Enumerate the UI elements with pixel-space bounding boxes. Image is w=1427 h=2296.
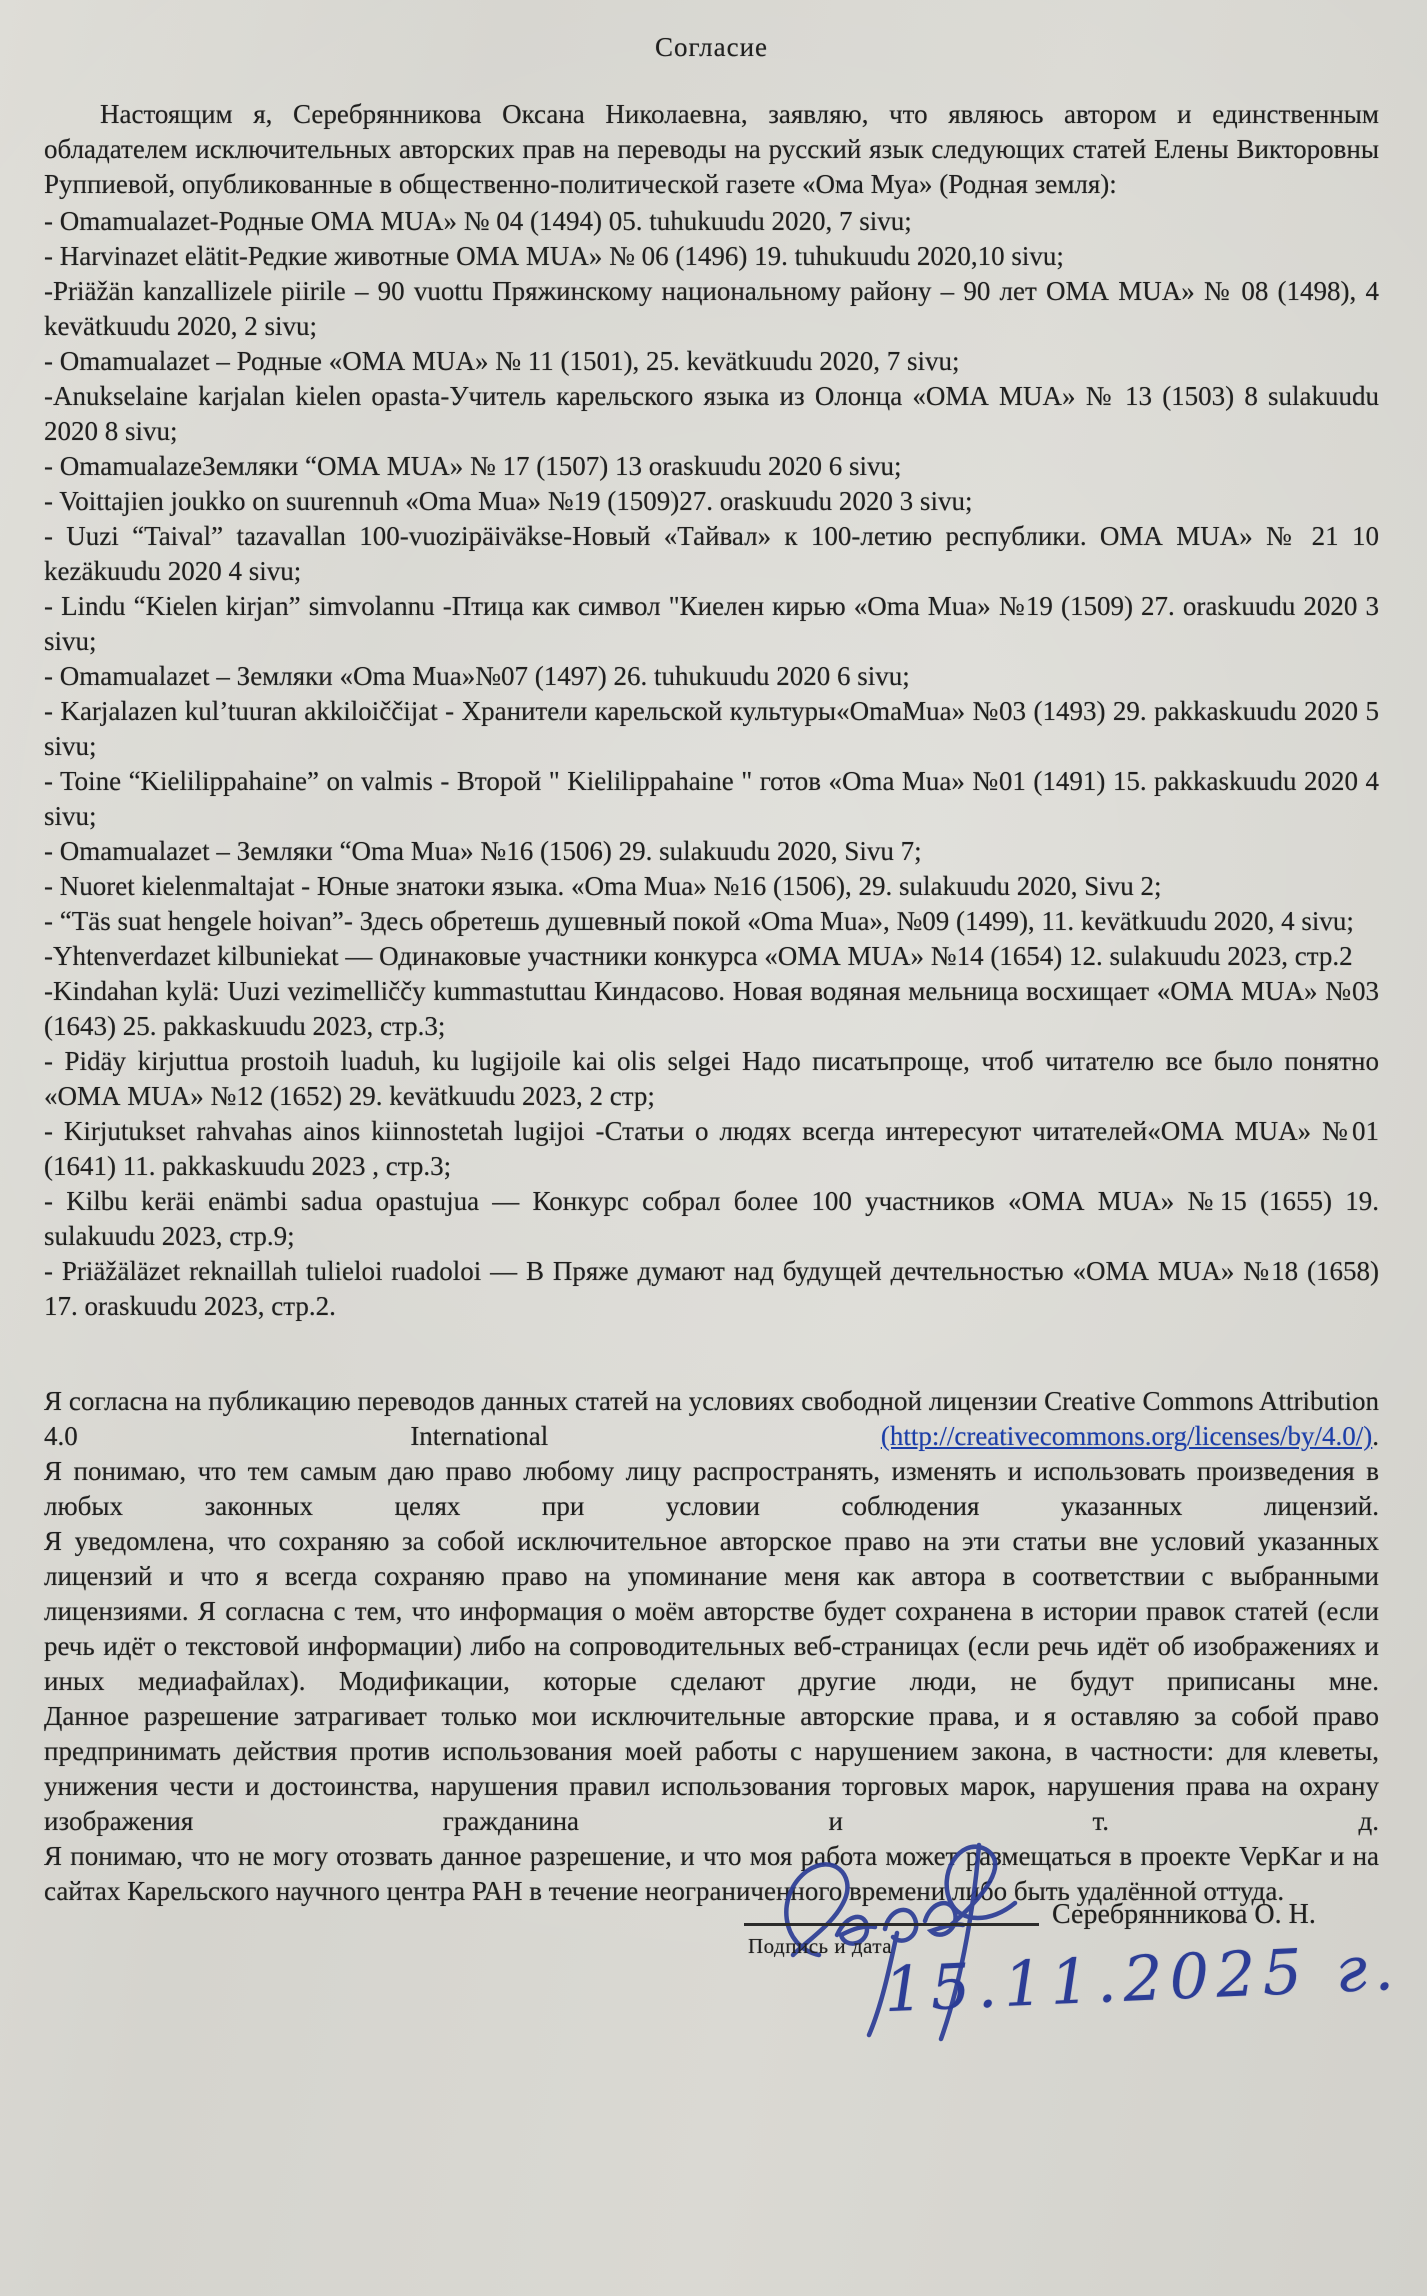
signatory-name: Серебрянникова О. Н. (1052, 1899, 1316, 1930)
article-list-item: - Uuzi “Taival” tazavallan 100-vuozipäiväkse-Новый «Тайвал» к 100-летию республики. ОМА MUA» № 21 10 kezäkuudu 2020 4 sivu; (44, 521, 1379, 586)
article-list-item: - Harvinazet elätit-Редкие животные ОМА MUA» № 06 (1496) 19. tuhukuudu 2020,10 sivu; (44, 241, 1064, 271)
article-list (44, 204, 1379, 1324)
license-paragraph-cc (44, 1384, 1379, 1454)
signature-line (744, 1897, 1039, 1926)
article-list-item: - Omamualazet – Земляки “Oma Mua» №16 (1506) 29. sulakuudu 2020, Sivu 7; (44, 836, 922, 866)
article-list-item: - Kilbu keräi enämbi sadua opastujua — Конкурс собрал более 100 участников «ОМА MUA» №15 (1655) 19. sulakuudu 2023, стр.9; (44, 1186, 1379, 1251)
article-list-item: - Toine “Kielilippahaine” on valmis - Второй " Kielilippahaine " готов «Oma Mua» №01 (1491) 15. pakkaskuudu 2020 4 sivu; (44, 766, 1379, 831)
article-list-item: - Omamualazet – Земляки «Oma Mua»№07 (1497) 26. tuhukuudu 2020 6 sivu; (44, 661, 910, 691)
article-list-item: -Priäžän kanzallizele piirile – 90 vuottu Пряжинскому национальному району – 90 лет ОМА MUA» № 08 (1498), 4 kevätkuudu 2020, 2 sivu; (44, 276, 1379, 341)
handwritten-date: 15.11.2025 г. (882, 1930, 1403, 2027)
license-paragraph-irrevocable: Я понимаю, что не могу отозвать данное разрешение, и что моя работа может размещаться в проекте VepKar и на сайтах Карельского научного центра РАН в течение неограниченного времени либо быть удалённой оттуда. (44, 1841, 1379, 1906)
article-list-item: - Voittajien joukko on suurennuh «Oma Mua» №19 (1509)27. oraskuudu 2020 3 sivu; (44, 486, 973, 516)
license-paragraph-protection: Данное разрешение затрагивает только мои исключительные авторские права, и я оставляю за собой право предпринимать действия против использования моей работы с нарушением закона, в частности: для клеветы, унижения чести и достоинства, нарушения правил использования торговых марок, нарушения права на охрану изображения гражданина и т. д. (44, 1701, 1379, 1836)
article-list-item: - “Täs suat hengele hoivan”- Здесь обретешь душевный покой «Oma Mua», №09 (1499), 11. kevätkuudu 2020, 4 sivu; (44, 906, 1354, 936)
article-list-item: - Nuoret kielenmaltajat - Юные знатоки языка. «Oma Mua» №16 (1506), 29. sulakuudu 2020, Sivu 2; (44, 871, 1162, 901)
document-title: Согласие (654, 32, 769, 62)
license-text-before-link: Я согласна на публикацию переводов данных статей на условиях свободной лицензии Creative Commons Attribution 4.0 International (44, 1386, 1379, 1451)
article-list-item: -Kindahan kylä: Uuzi vezimelliččy kummastuttau Киндасово. Новая водяная мельница восхищает «ОМА MUA» №03 (1643) 25. pakkaskuudu 2023, стр.3; (44, 976, 1379, 1041)
intro-paragraph: Настоящим я, Серебрянникова Оксана Николаевна, заявляю, что являюсь автором и единственным обладателем исключительных авторских прав на переводы на русский язык следующих статей Елены Викторовны Руппиевой, опубликованные в общественно-политической газете «Ома Муа» (Родная земля): (44, 99, 1379, 199)
article-list-item: - Omamualazet-Родные ОМА MUA» № 04 (1494) 05. tuhukuudu 2020, 7 sivu; (44, 206, 912, 236)
license-paragraph-rights: Я понимаю, что тем самым даю право любому лицу распространять, изменять и использовать произведения в любых законных целях при условии соблюдения указанных лицензий. (44, 1456, 1379, 1521)
article-list-item: - Karjalazen kul’tuuran akkiloiččijat - Хранители карельской культуры«OmaMua» №03 (1493) 29. pakkaskuudu 2020 5 sivu; (44, 696, 1379, 761)
license-statement (44, 1384, 1379, 1909)
article-list-item: - Kirjutukset rahvahas ainos kiinnostetah lugijoi -Статьи о людях всегда интересуют читателей«ОМА MUA» №01 (1641) 11. pakkaskuudu 2023 , стр.3; (44, 1116, 1379, 1181)
signature-block (44, 1899, 1403, 2103)
article-list-item: -Yhtenverdazet kilbuniekat — Одинаковые участники конкурса «ОМА MUA» №14 (1654) 12. sulakuudu 2023, стр.2 (44, 941, 1353, 971)
article-list-item: - Priäžäläzet reknaillah tulieloi ruadoloi — В Пряже думают над будущей дечтельностью «ОМА MUA» №18 (1658) 17. oraskuudu 2023, стр.2. (44, 1256, 1379, 1321)
license-text-after-link: . (1372, 1421, 1379, 1451)
article-list-item: -Anukselaine karjalan kielen opasta-Учитель карельского языка из Олонца «ОМА MUA» № 13 (1503) 8 sulakuudu 2020 8 sivu; (44, 381, 1379, 446)
license-paragraph-attribution: Я уведомлена, что сохраняю за собой исключительное авторское право на эти статьи вне условий указанных лицензий и что я всегда сохраняю право на упоминание меня как автора в соответствии с выбранными лицензиями. Я согласна с тем, что информация о моём авторстве будет сохранена в истории правок статей (если речь идёт о текстовой информации) либо на сопроводительных веб-страницах (если речь идёт об изображениях и иных медиафайлах). Модификации, которые сделают другие люди, не будут приписаны мне. (44, 1526, 1379, 1696)
article-list-item: - Pidäy kirjuttua prostoih luaduh, ku lugijoile kai olis selgei Надо писатьпроще, чтоб читателю все было понятно «ОМА MUA» №12 (1652) 29. kevätkuudu 2023, 2 стр; (44, 1046, 1379, 1111)
signature-caption: Подпись и дата (748, 1934, 893, 1958)
article-list-item: - OmamualazeЗемляки “ОМА MUA» № 17 (1507) 13 oraskuudu 2020 6 sivu; (44, 451, 902, 481)
article-list-item: - Lindu “Kielen kirjan” simvolannu -Птица как символ "Киелен кирью «Oma Mua» №19 (1509) 27. oraskuudu 2020 3 sivu; (44, 591, 1379, 656)
creative-commons-license-link[interactable]: (http://creativecommons.org/licenses/by/4.0/) (880, 1421, 1373, 1451)
article-list-item: - Omamualazet – Родные «ОМА MUA» № 11 (1501), 25. kevätkuudu 2020, 7 sivu; (44, 346, 960, 376)
